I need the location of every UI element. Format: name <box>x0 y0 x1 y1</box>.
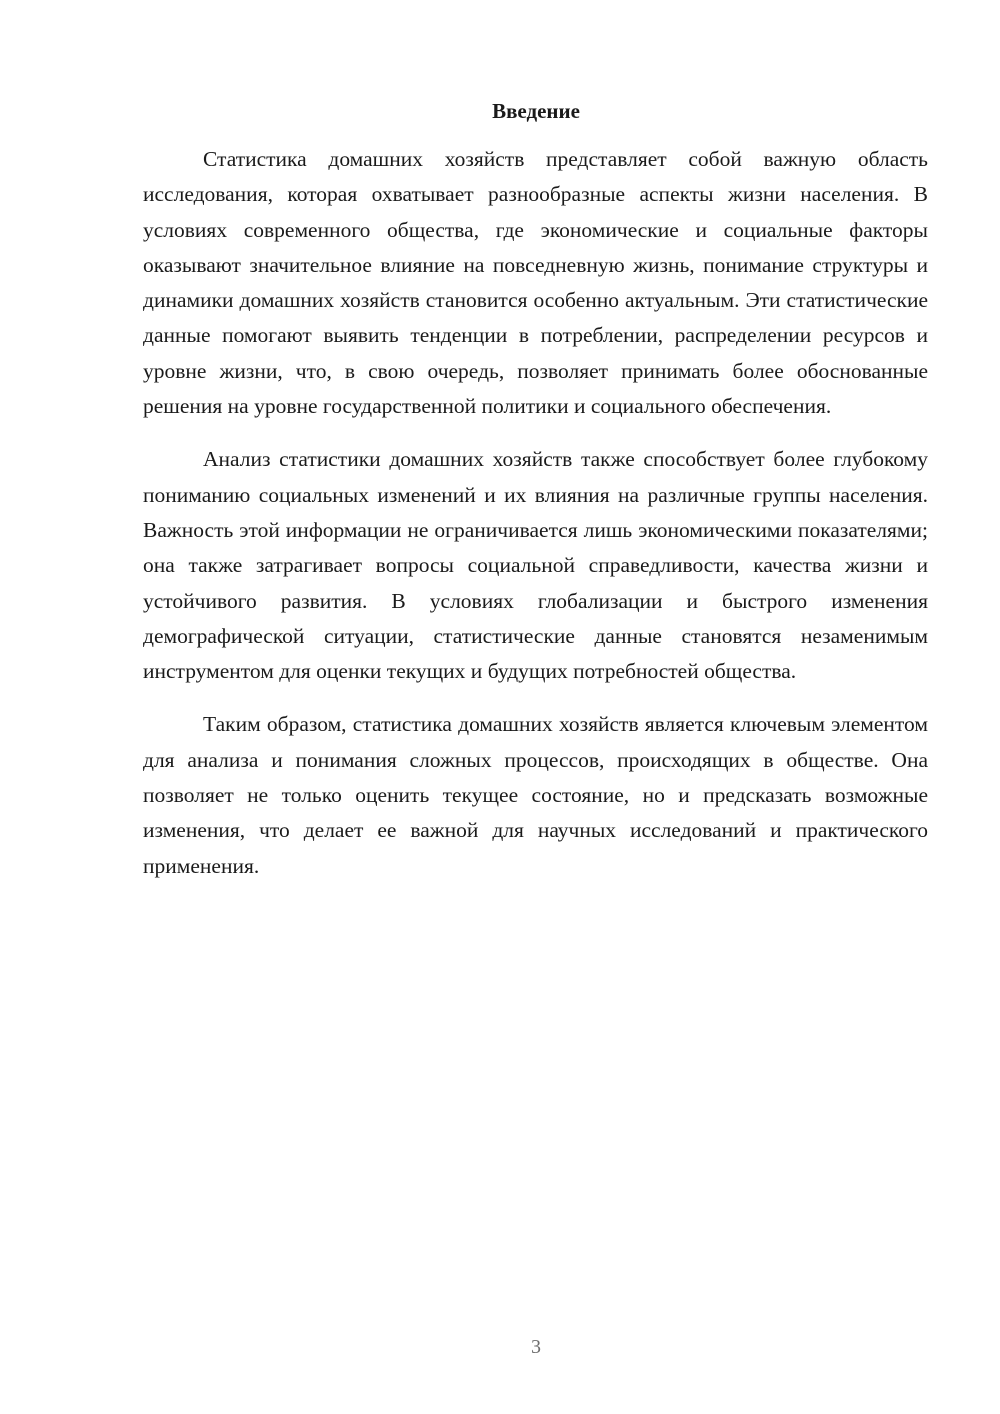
section-heading: Введение <box>492 99 580 123</box>
paragraph-1: Статистика домашних хозяйств представляет собой важную область исследования, которая охватывает разнообразные аспекты жизни населения. В условиях современного общества, где экономические и социальные факторы оказывают значительное влияние на повседневную жизнь, понимание структуры и динамики домашних хозяйств становится особенно актуальным. Эти статистические данные помогают выявить тенденции в потреблении, распределении ресурсов и уровне жизни, что, в свою очередь, позволяет принимать более обоснованные решения на уровне государственной политики и социального обеспечения. <box>143 147 928 419</box>
body-text <box>143 142 928 902</box>
paragraph-2: Анализ статистики домашних хозяйств также способствует более глубокому пониманию социальных изменений и их влияния на различные группы населения. Важность этой информации не ограничивается лишь экономическими показателями; она также затрагивает вопросы социальной справедливости, качества жизни и устойчивого развития. В условиях глобализации и быстрого изменения демографической ситуации, статистические данные становятся незаменимым инструментом для оценки текущих и будущих потребностей общества. <box>143 447 928 684</box>
paragraph-3: Таким образом, статистика домашних хозяйств является ключевым элементом для анализа и понимания сложных процессов, происходящих в обществе. Она позволяет не только оценить текущее состояние, но и предсказать возможные изменения, что делает ее важной для научных исследований и практического применения. <box>143 712 928 878</box>
page-number: 3 <box>531 1336 541 1358</box>
